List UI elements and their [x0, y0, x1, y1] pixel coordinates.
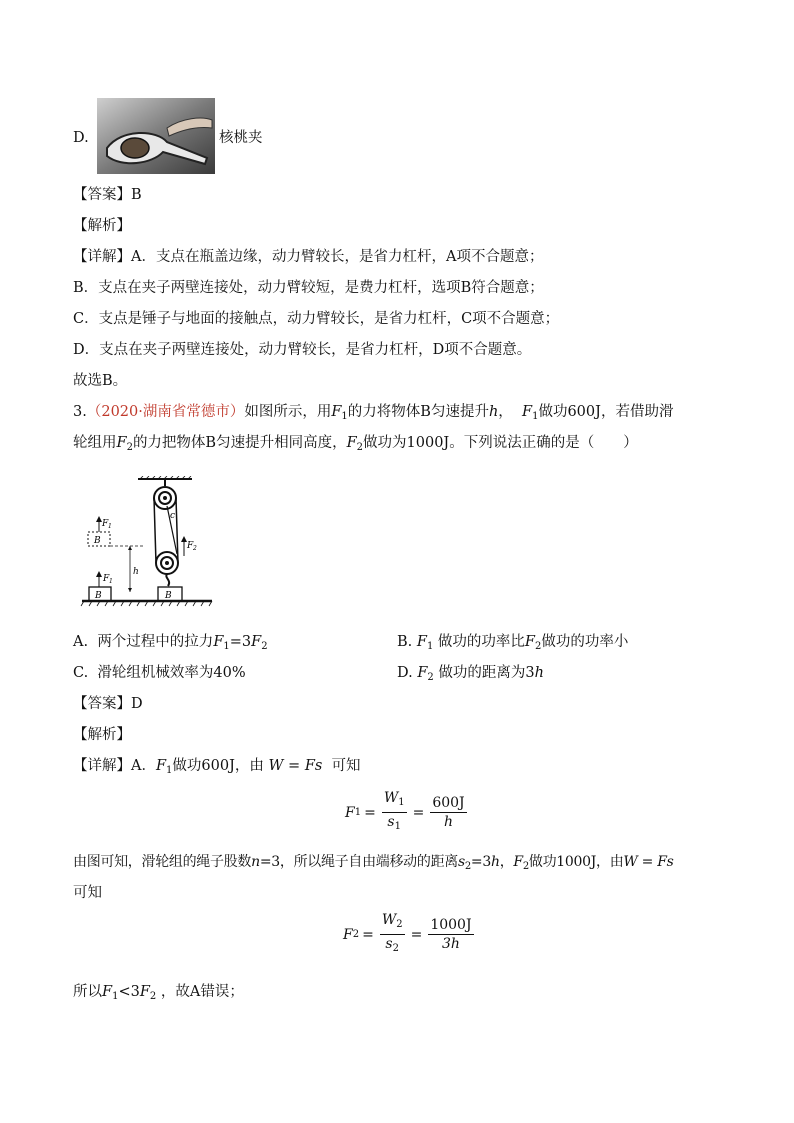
var-f: F [116, 435, 127, 451]
var-f: F [513, 854, 523, 870]
q3-stem-line-2 [73, 433, 638, 458]
q3-text: 的力把物体B匀速提升相同高度， [132, 435, 347, 451]
option-text: 做功的距离为3 [438, 665, 535, 681]
label-b-right: B [165, 591, 172, 601]
var-sub: 2 [356, 442, 364, 453]
equation-f2: F 2 = $\frac{W_2}{s_2}$ = $\frac{1000J}{3h}$ [343, 912, 477, 957]
answer-tag: 【答案】 [73, 696, 131, 712]
var-h: h [534, 665, 544, 681]
frac-den: 3h [441, 936, 460, 952]
detail-text: =3，所以绳子自由端移动的距离 [259, 854, 458, 870]
q3-analysis-tag: 【解析】 [73, 727, 131, 743]
pulley-diagram [80, 476, 215, 612]
var-h: h [490, 854, 500, 870]
label-f1-top: F [102, 519, 109, 529]
label-f1: F [103, 574, 110, 584]
fraction-w1-s1 [382, 790, 407, 835]
option-text: =3 [229, 634, 252, 650]
option-c [73, 663, 246, 683]
label-b-top: B [94, 536, 101, 546]
q3-stem-line-1 [73, 402, 673, 427]
fraction-1000j-3h [428, 917, 473, 952]
detail-text: A．支点在瓶盖边缘，动力臂较长，是省力杠杆，A项不合题意； [131, 249, 544, 265]
eq-lhs: F [343, 926, 353, 943]
eq-lhs: F [345, 804, 355, 821]
q3-text: 做功为1000J。下列说法正确的是（ ） [363, 435, 638, 451]
q3-text: 做功600J，若借助滑 [538, 404, 674, 420]
frac-den-sub: 2 [392, 943, 399, 954]
var-f: F [331, 404, 342, 420]
var-f: F [416, 634, 427, 650]
var-sub: 1 [112, 991, 119, 1002]
var-f: F [346, 435, 357, 451]
var-sub: 1 [426, 641, 434, 652]
option-d-text: 核桃夹 [219, 130, 263, 146]
var-n: n [251, 854, 260, 870]
option-label: B. [397, 634, 413, 650]
fraction-w2-s2 [380, 912, 405, 957]
var-f: F [251, 634, 262, 650]
var-f: F [524, 634, 535, 650]
equation-f1: F 1 = $\frac{W_1}{s_1}$ = $\frac{600J}{h}$ [345, 790, 470, 835]
q2-analysis-tag: 【解析】 [73, 218, 131, 234]
var-sub: 2 [427, 672, 434, 683]
frac-num: 600J [432, 795, 465, 811]
option-label: A. [73, 634, 89, 650]
q2-detail-line-4: D．支点在夹子两壁连接处，动力臂较长，是省力杠杆，D项不合题意。 [73, 342, 532, 358]
answer-tag: 【答案】 [73, 187, 131, 203]
q3-detail-final [73, 982, 244, 1007]
var-f: F [102, 984, 113, 1000]
frac-num: W [381, 912, 397, 928]
option-d [397, 663, 544, 688]
detail-text: ， [499, 854, 514, 870]
option-label: D. [397, 665, 413, 681]
var-fs: Fs [657, 854, 674, 870]
detail-text: 做功600J，由 [172, 758, 264, 774]
var-f: F [417, 665, 428, 681]
label-f1-top-sub: 1 [108, 523, 112, 530]
label-f2-sub: 2 [193, 545, 197, 552]
detail-tag: 【详解】 [73, 758, 131, 774]
option-d-label: D. [73, 130, 89, 146]
label-f2: F [187, 541, 194, 551]
detail-tag: 【详解】 [73, 249, 131, 265]
option-text: 两个过程中的拉力 [97, 634, 214, 650]
detail-text: A． [131, 758, 156, 774]
q3-text: 如图所示，用 [244, 404, 332, 420]
eq-sign: = [283, 758, 305, 774]
detail-text: 可知 [331, 758, 361, 774]
q3-detail-line-1 [73, 756, 361, 781]
q3-answer [73, 694, 143, 714]
q3-text: 的力将物体B匀速提升 [347, 404, 489, 420]
q2-detail-line-2: B．支点在夹子两壁连接处，动力臂较短，是费力杠杆，选项B符合题意； [73, 280, 544, 296]
answer-value: D [131, 696, 143, 712]
q2-detail-line-1 [73, 247, 543, 267]
detail-text: ，故A错误； [160, 984, 244, 1000]
detail-text: =3 [470, 854, 491, 870]
q2-detail-line-3: C．支点是锤子与地面的接触点，动力臂较长，是省力杠杆，C项不合题意； [73, 311, 560, 327]
q3-detail-para-1 [73, 852, 674, 877]
eq-sub: 1 [354, 807, 362, 818]
var-h: h [488, 404, 499, 420]
frac-num-sub: 2 [396, 919, 403, 930]
q3-detail-para-2: 可知 [73, 885, 102, 901]
var-f: F [139, 984, 150, 1000]
var-sub: 1 [341, 411, 348, 422]
q3-number: 3. [73, 404, 87, 420]
detail-text: 所以 [73, 984, 102, 1000]
frac-den: s [385, 936, 393, 952]
label-c: c [170, 511, 176, 521]
answer-value: B [131, 187, 142, 203]
var-sub: 2 [261, 641, 268, 652]
less-than: < [118, 984, 131, 1000]
frac-den-sub: 1 [394, 821, 401, 832]
q3-text: 轮组用 [73, 435, 117, 451]
detail-text: 由图可知，滑轮组的绳子股数 [73, 854, 252, 870]
var-s: s [457, 854, 465, 870]
frac-den: s [387, 814, 395, 830]
var-sub: 1 [166, 765, 173, 776]
var-sub: 2 [126, 442, 133, 453]
label-f1-sub: 1 [109, 578, 113, 585]
eq-sub: 2 [352, 929, 360, 940]
fraction-600j-h [430, 795, 466, 830]
var-f: F [522, 404, 533, 420]
var-fs: Fs [304, 758, 323, 774]
var-sub: 2 [534, 641, 542, 652]
nutcracker-photo [97, 98, 215, 174]
frac-num: W [383, 790, 399, 806]
var-sub: 2 [149, 991, 157, 1002]
var-w: W [623, 854, 638, 870]
label-b-left: B [95, 591, 102, 601]
option-text: 做功的功率比 [437, 634, 525, 650]
var-sub: 2 [464, 861, 471, 872]
detail-text: 做功1000J，由 [528, 854, 624, 870]
var-sub: 1 [532, 411, 539, 422]
eq-sign: = [637, 854, 658, 870]
label-h: h [133, 567, 139, 577]
option-text: 做功的功率小 [541, 634, 629, 650]
var-f: F [155, 758, 167, 774]
q3-text: ， [498, 404, 513, 420]
var-w: W [268, 758, 284, 774]
option-a [73, 632, 268, 657]
option-text: 滑轮组机械效率为40% [97, 665, 246, 681]
var-sub: 2 [522, 861, 529, 872]
option-b [397, 632, 628, 657]
var-f: F [213, 634, 224, 650]
coef: 3 [130, 984, 140, 1000]
option-label: C. [73, 665, 89, 681]
q3-source: （2020·湖南省常德市） [86, 404, 245, 420]
q2-answer [73, 185, 142, 205]
frac-den: h [443, 814, 454, 830]
q2-conclusion: 故选B。 [73, 373, 128, 389]
frac-num-sub: 1 [398, 797, 405, 808]
var-sub: 1 [223, 641, 230, 652]
frac-num: 1000J [430, 917, 472, 933]
